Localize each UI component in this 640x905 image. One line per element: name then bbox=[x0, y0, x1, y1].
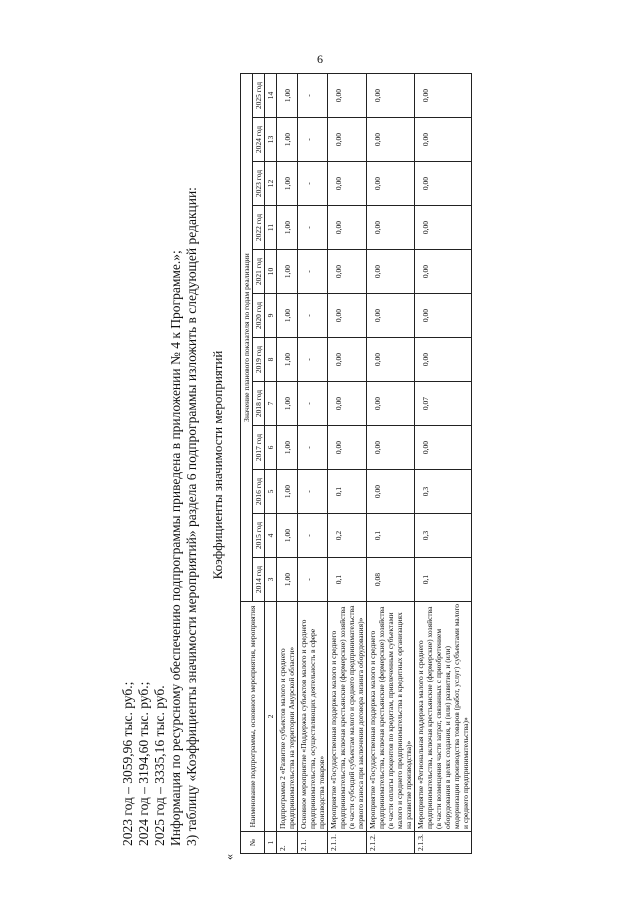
row-name: Основное мероприятие «Поддержка субъектов малого и среднего предпринимательства, осуществляющих деятельность в сфере производства товаров» bbox=[298, 602, 328, 832]
row-value: 0,00 bbox=[367, 338, 415, 382]
intro-line: 3) таблицу «Коэффициенты значимости мероприятий» раздела 6 подпрограммы изложить в следующей редакции: bbox=[184, 187, 199, 846]
row-value: 0,08 bbox=[367, 558, 415, 602]
row-value: 0,00 bbox=[328, 294, 367, 338]
table-row bbox=[415, 74, 472, 854]
row-value: - bbox=[298, 118, 328, 162]
row-value: 0,00 bbox=[367, 162, 415, 206]
column-index: 3 bbox=[265, 558, 277, 602]
row-value: 0,1 bbox=[415, 558, 472, 602]
rotated-page-content bbox=[120, 70, 620, 860]
column-index: 2 bbox=[265, 602, 277, 832]
column-index: 13 bbox=[265, 118, 277, 162]
intro-text bbox=[120, 70, 200, 846]
row-value: 1,00 bbox=[277, 470, 298, 514]
column-index: 8 bbox=[265, 338, 277, 382]
row-value: 0,00 bbox=[328, 74, 367, 118]
row-value: 0,00 bbox=[415, 426, 472, 470]
row-value: 0,00 bbox=[367, 206, 415, 250]
row-name: Мероприятие «Государственная поддержка малого и среднего предпринимательства, включая крестьянские (фермерские) хозяйства (в части субсидий субъектам малого и среднего предпринимательства первого взноса при заключении договора лизинга оборудования)» bbox=[328, 602, 367, 832]
row-value: - bbox=[298, 426, 328, 470]
row-value: 1,00 bbox=[277, 250, 298, 294]
row-code: 2.1.1. bbox=[328, 832, 367, 854]
table-title: Коэффициенты значимости мероприятий bbox=[210, 350, 225, 580]
row-value: 0,00 bbox=[415, 118, 472, 162]
table-row bbox=[298, 74, 328, 854]
row-value: 0,00 bbox=[367, 294, 415, 338]
table-body bbox=[277, 74, 472, 854]
row-value: 0,1 bbox=[328, 470, 367, 514]
row-value: 1,00 bbox=[277, 558, 298, 602]
row-code: 2. bbox=[277, 832, 298, 854]
column-index: 14 bbox=[265, 74, 277, 118]
row-name: Мероприятие «Региональная поддержка малого и среднего предпринимательства, включая крестьянские (фермерские) хозяйства (в части возмещения части затрат, связанных с приобретением оборудования в целях создания, и (или) развития, и (или) модернизации производства товаров (работ, услуг) субъектами малого и среднего предпринимательства)» bbox=[415, 602, 472, 832]
row-value: 0,2 bbox=[328, 514, 367, 558]
year-header: 2020 год bbox=[253, 294, 265, 338]
row-value: 1,00 bbox=[277, 426, 298, 470]
row-value: 0,00 bbox=[415, 250, 472, 294]
row-value: 0,00 bbox=[367, 470, 415, 514]
row-value: 0,00 bbox=[328, 426, 367, 470]
row-value: - bbox=[298, 338, 328, 382]
column-index: 12 bbox=[265, 162, 277, 206]
row-value: 0,00 bbox=[415, 162, 472, 206]
row-value: 0,00 bbox=[415, 294, 472, 338]
row-value: - bbox=[298, 250, 328, 294]
year-header: 2016 год bbox=[253, 470, 265, 514]
row-value: 1,00 bbox=[277, 514, 298, 558]
row-value: - bbox=[298, 206, 328, 250]
row-value: 0,00 bbox=[415, 338, 472, 382]
intro-line: 2025 год – 3335,16 тыс. руб. bbox=[152, 685, 167, 846]
row-name: Подпрограмма 2 «Развитие субъектов малого и среднего предпринимательства на территории Амурской области» bbox=[277, 602, 298, 832]
row-value: - bbox=[298, 514, 328, 558]
row-value: 0,00 bbox=[367, 382, 415, 426]
year-header: 2021 год bbox=[253, 250, 265, 294]
row-value: 0,00 bbox=[367, 74, 415, 118]
row-value: 1,00 bbox=[277, 338, 298, 382]
row-value: 0,00 bbox=[328, 382, 367, 426]
row-value: 0,00 bbox=[367, 118, 415, 162]
row-value: 0,00 bbox=[328, 250, 367, 294]
year-header: 2015 год bbox=[253, 514, 265, 558]
row-value: 0,00 bbox=[328, 206, 367, 250]
row-value: 0,3 bbox=[415, 514, 472, 558]
row-value: 0,1 bbox=[367, 514, 415, 558]
coefficients-table bbox=[240, 73, 472, 854]
row-value: 1,00 bbox=[277, 294, 298, 338]
column-index: 1 bbox=[265, 832, 277, 854]
row-value: - bbox=[298, 162, 328, 206]
row-value: 0,07 bbox=[415, 382, 472, 426]
row-value: 1,00 bbox=[277, 118, 298, 162]
column-index: 4 bbox=[265, 514, 277, 558]
row-name: Мероприятие «Государственная поддержка малого и среднего предпринимательства, включая крестьянские (фермерские) хозяйства (в части оплаты процентов по кредитам, привлеченным субъектами малого и среднего предпринимательства в кредитных организациях на развитие производства)» bbox=[367, 602, 415, 832]
row-code: 2.1.3. bbox=[415, 832, 472, 854]
row-value: - bbox=[298, 74, 328, 118]
opening-quote: « bbox=[222, 854, 236, 860]
row-value: - bbox=[298, 470, 328, 514]
row-value: 1,00 bbox=[277, 382, 298, 426]
year-header: 2024 год bbox=[253, 118, 265, 162]
row-value: 0,00 bbox=[328, 338, 367, 382]
year-header: 2022 год bbox=[253, 206, 265, 250]
year-header: 2019 год bbox=[253, 338, 265, 382]
column-index: 10 bbox=[265, 250, 277, 294]
year-header: 2017 год bbox=[253, 426, 265, 470]
column-index: 6 bbox=[265, 426, 277, 470]
row-value: 1,00 bbox=[277, 74, 298, 118]
table-row bbox=[367, 74, 415, 854]
table-row bbox=[277, 74, 298, 854]
row-value: 1,00 bbox=[277, 206, 298, 250]
row-value: 0,00 bbox=[415, 74, 472, 118]
page-number: 6 bbox=[317, 52, 323, 66]
intro-line: 2024 год – 3194,60 тыс. руб.; bbox=[136, 681, 151, 846]
row-value: - bbox=[298, 382, 328, 426]
row-value: - bbox=[298, 294, 328, 338]
table-row bbox=[328, 74, 367, 854]
row-value: 0,00 bbox=[328, 162, 367, 206]
column-index: 5 bbox=[265, 470, 277, 514]
header-values: Значение планового показателя по годам реализации bbox=[241, 74, 253, 602]
row-value: 0,00 bbox=[415, 206, 472, 250]
column-index: 11 bbox=[265, 206, 277, 250]
column-index: 9 bbox=[265, 294, 277, 338]
row-value: 0,00 bbox=[328, 118, 367, 162]
row-value: 1,00 bbox=[277, 162, 298, 206]
year-header: 2018 год bbox=[253, 382, 265, 426]
year-header: 2025 год bbox=[253, 74, 265, 118]
row-value: 0,00 bbox=[367, 250, 415, 294]
row-value: 0,00 bbox=[367, 426, 415, 470]
intro-line: 2023 год – 3059,96 тыс. руб.; bbox=[120, 681, 135, 846]
header-number: № bbox=[241, 832, 265, 854]
intro-line: Информация по ресурсному обеспечению подпрограммы приведена в приложении № 4 к Программе.»; bbox=[168, 250, 183, 846]
index-row bbox=[265, 74, 277, 854]
year-header: 2023 год bbox=[253, 162, 265, 206]
row-code: 2.1. bbox=[298, 832, 328, 854]
row-value: 0,1 bbox=[328, 558, 367, 602]
column-index: 7 bbox=[265, 382, 277, 426]
row-value: - bbox=[298, 558, 328, 602]
row-code: 2.1.2. bbox=[367, 832, 415, 854]
row-value: 0,3 bbox=[415, 470, 472, 514]
year-header: 2014 год bbox=[253, 558, 265, 602]
header-name: Наименование подпрограммы, основного мероприятия, мероприятия bbox=[241, 602, 265, 832]
